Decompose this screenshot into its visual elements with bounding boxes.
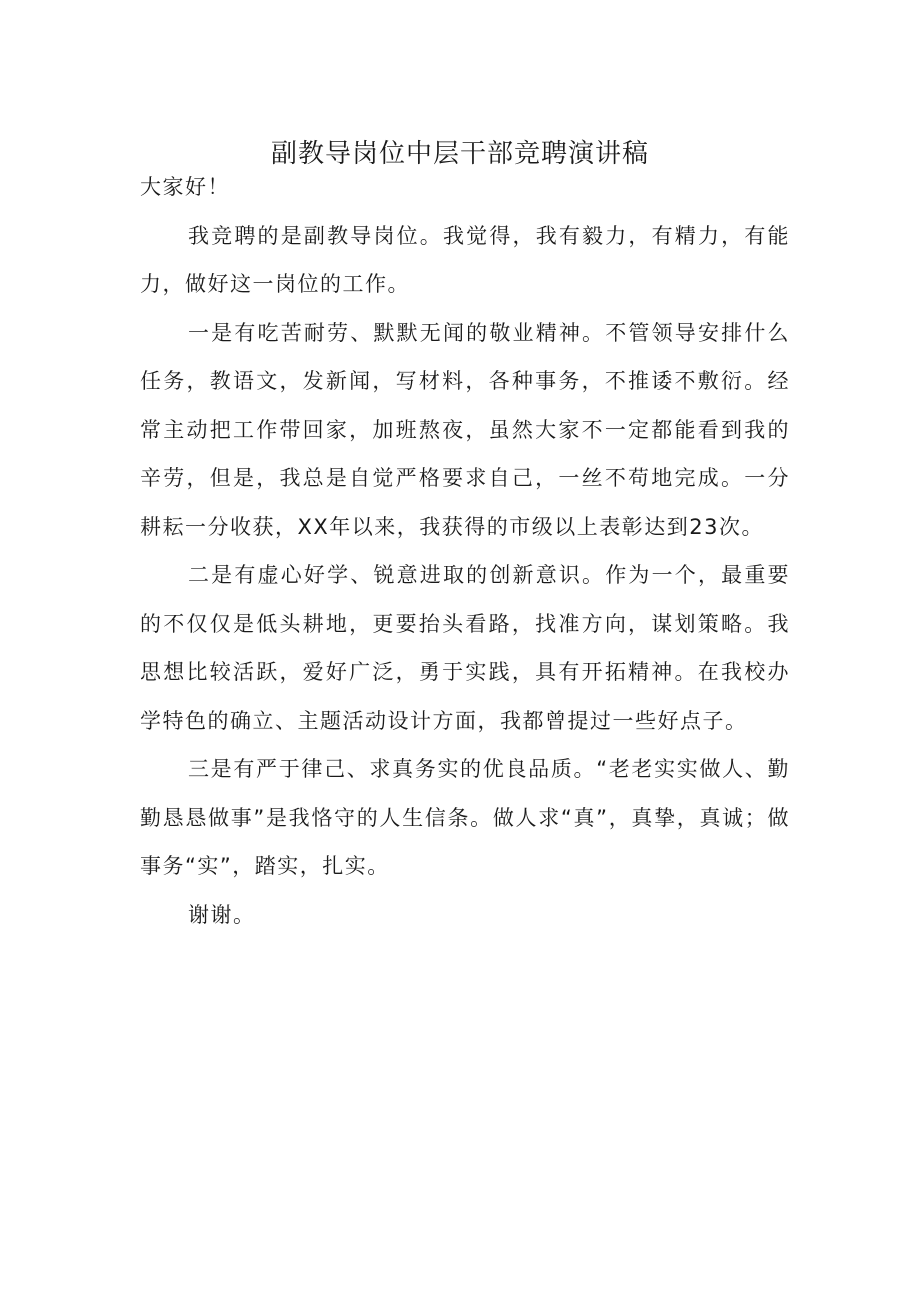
greeting: 大家好！ xyxy=(140,175,230,199)
closing: 谢谢。 xyxy=(188,902,256,927)
document-body xyxy=(140,163,790,939)
document-title: 副教导岗位中层干部竞聘演讲稿 xyxy=(270,139,649,169)
paragraph-1: 我竞聘的是副教导岗位。我觉得，我有毅力，有精力，有能力，做好这一岗位的工作。 xyxy=(140,223,790,296)
paragraph-2: 一是有吃苦耐劳、默默无闻的敬业精神。不管领导安排什么任务，教语文，发新闻，写材料，各种事务，不推诿不敷衍。经常主动把工作带回家，加班熬夜，虽然大家不一定都能看到我的辛劳，但是，我总是自觉严格要求自己，一丝不苟地完成。一分耕耘一分收获，XX年以来，我获得的市级以上表彰达到23次。 xyxy=(140,320,790,539)
paragraph-4: 三是有严于律己、求真务实的优良品质。“老老实实做人、勤勤恳恳做事”是我恪守的人生信条。做人求“真”，真挚，真诚；做事务“实”，踏实，扎实。 xyxy=(140,757,790,878)
paragraph-3: 二是有虚心好学、锐意进取的创新意识。作为一个，最重要的不仅仅是低头耕地，更要抬头看路，找准方向，谋划策略。我思想比较活跃，爱好广泛，勇于实践，具有开拓精神。在我校办学特色的确立、主题活动设计方面，我都曾提过一些好点子。 xyxy=(140,563,790,733)
